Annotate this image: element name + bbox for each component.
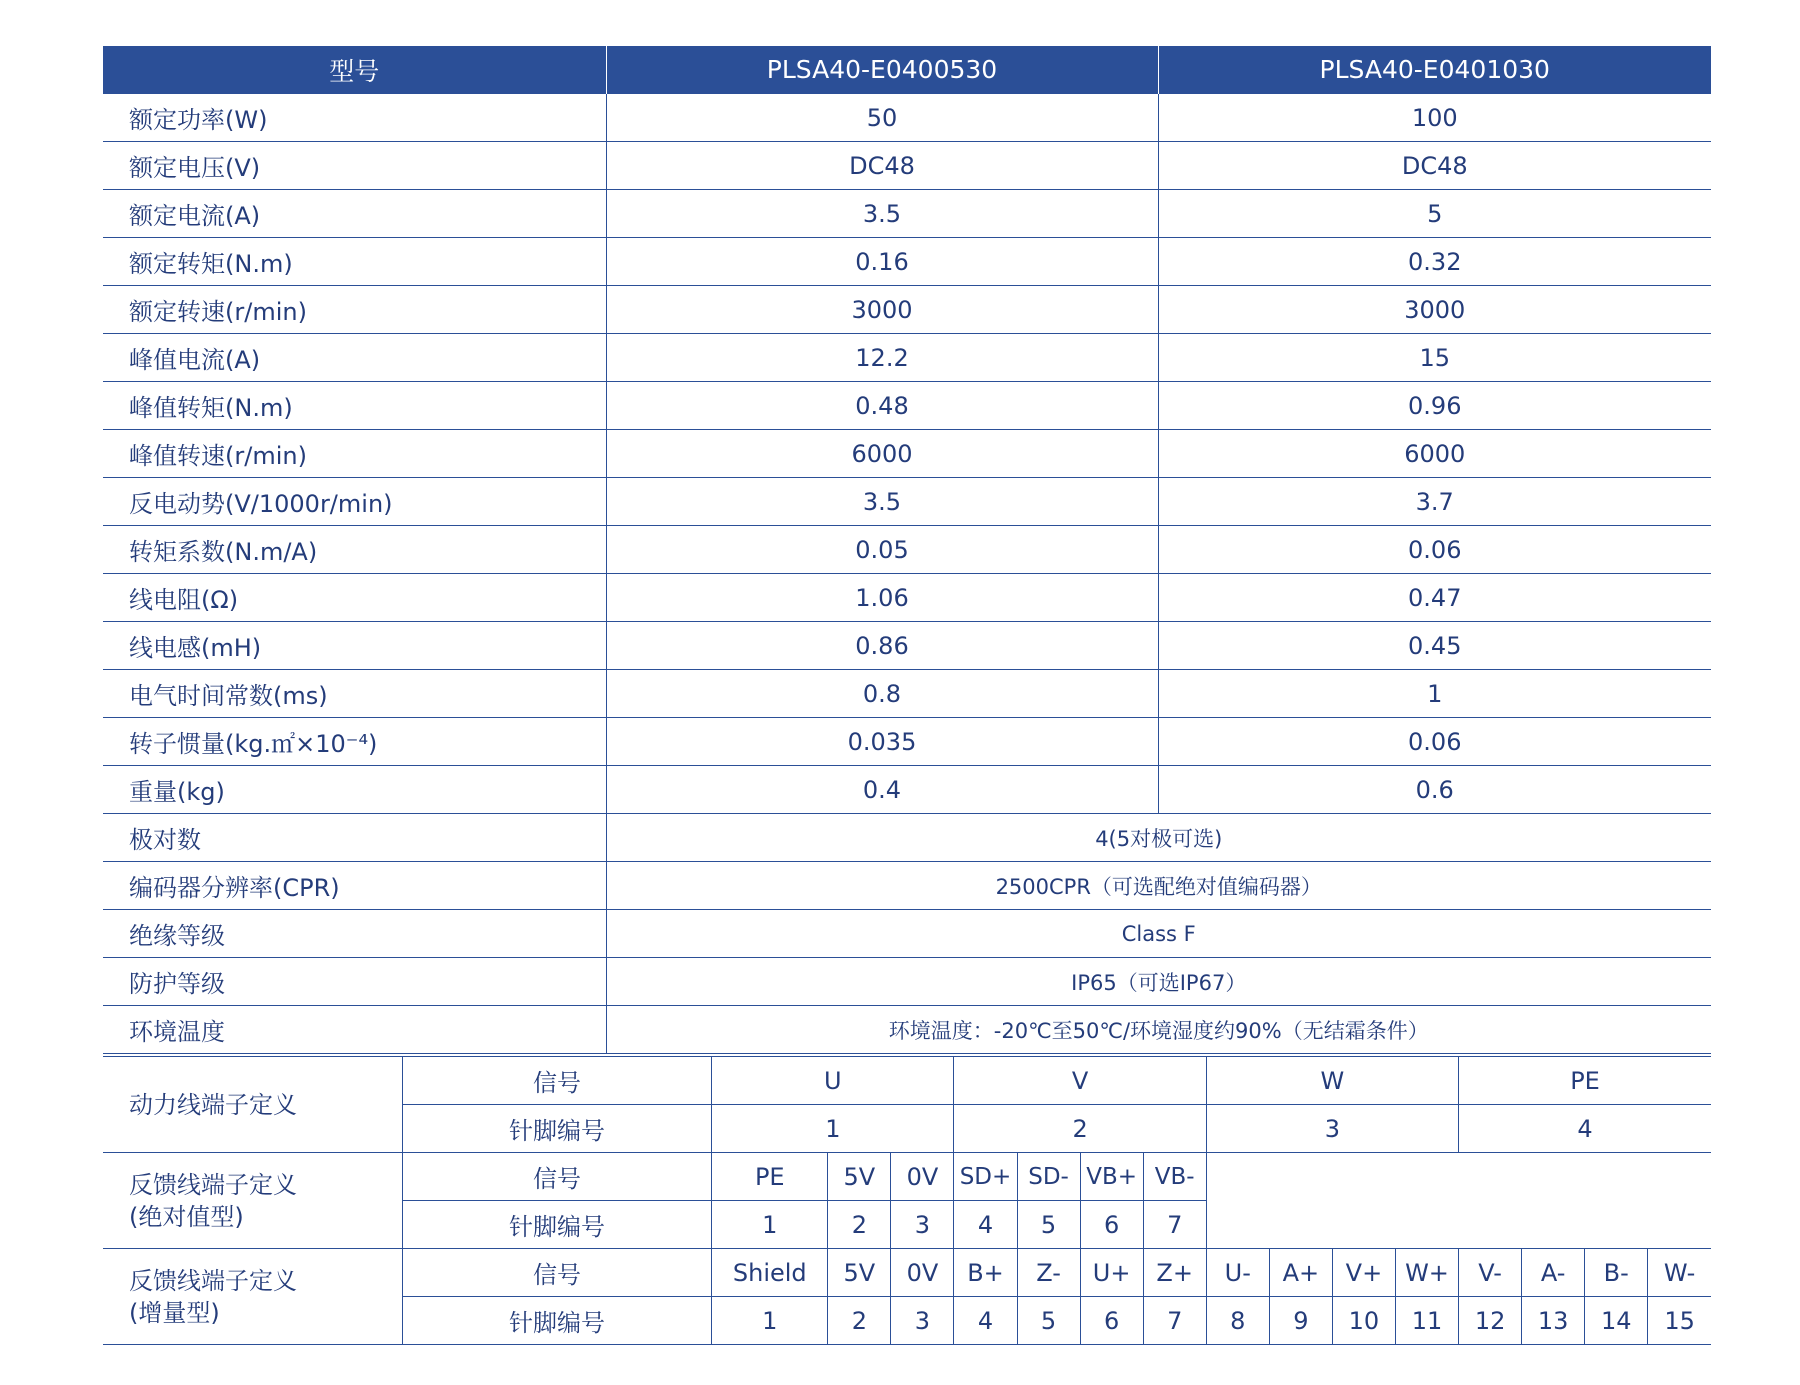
spec-row (103, 574, 1711, 622)
spec-value-model-1: 3.5 (606, 190, 1158, 238)
spec-value-model-1: DC48 (606, 142, 1158, 190)
spec-value-model-2: 0.45 (1158, 622, 1711, 670)
abs-signal-cell: SD- (1017, 1153, 1080, 1201)
header-model-2: PLSA40-E0401030 (1158, 46, 1711, 94)
inc-pin-cell: 15 (1648, 1297, 1711, 1345)
spec-value-model-2: 100 (1158, 94, 1711, 142)
header-model-1: PLSA40-E0400530 (606, 46, 1158, 94)
inc-pin-cell: 7 (1143, 1297, 1206, 1345)
spec-row (103, 766, 1711, 814)
inc-pin-cell: 2 (828, 1297, 891, 1345)
spec-value-model-2: 0.32 (1158, 238, 1711, 286)
spec-label: 环境温度 (103, 1006, 606, 1054)
inc-pin-cell: 10 (1332, 1297, 1395, 1345)
spec-label: 转子惯量(kg.㎡×10⁻⁴) (103, 718, 606, 766)
abs-signal-cell: 5V (828, 1153, 891, 1201)
abs-signal-cell: VB- (1143, 1153, 1206, 1201)
spec-value-model-2: 0.47 (1158, 574, 1711, 622)
power-signal-cell: W (1206, 1057, 1458, 1105)
spec-value-model-2: 0.96 (1158, 382, 1711, 430)
inc-pin-cell: 9 (1269, 1297, 1332, 1345)
abs-signal-cell: 0V (891, 1153, 954, 1201)
spec-value-model-1: 0.16 (606, 238, 1158, 286)
spec-value-shared: 环境温度：-20℃至50℃/环境湿度约90%（无结霜条件） (606, 1006, 1711, 1054)
abs-terminal-label-line2: (绝对值型) (129, 1202, 244, 1231)
spec-label: 线电感(mH) (103, 622, 606, 670)
spec-value-model-2: 1 (1158, 670, 1711, 718)
spec-label: 重量(kg) (103, 766, 606, 814)
spec-row-merged (103, 910, 1711, 958)
spec-label: 额定功率(W) (103, 94, 606, 142)
inc-signal-cell: U+ (1080, 1249, 1143, 1297)
abs-signal-cell: SD+ (954, 1153, 1017, 1201)
abs-signal-cell: PE (712, 1153, 828, 1201)
power-signal-label: 信号 (402, 1057, 711, 1105)
spec-row (103, 430, 1711, 478)
inc-terminal-label (103, 1249, 402, 1345)
spec-row (103, 526, 1711, 574)
spec-value-model-1: 50 (606, 94, 1158, 142)
spec-value-model-1: 0.48 (606, 382, 1158, 430)
abs-pin-cell: 2 (828, 1201, 891, 1249)
spec-value-model-1: 3.5 (606, 478, 1158, 526)
abs-pin-cell: 3 (891, 1201, 954, 1249)
header-model-label: 型号 (103, 46, 606, 94)
spec-row (103, 622, 1711, 670)
spec-label: 额定电压(V) (103, 142, 606, 190)
inc-pin-cell: 3 (891, 1297, 954, 1345)
power-terminal-label: 动力线端子定义 (103, 1057, 402, 1153)
inc-signal-cell: W- (1648, 1249, 1711, 1297)
spec-label: 电气时间常数(ms) (103, 670, 606, 718)
abs-signal-cell: VB+ (1080, 1153, 1143, 1201)
spec-value-model-1: 0.4 (606, 766, 1158, 814)
power-pin-cell: 1 (712, 1105, 954, 1153)
power-signal-cell: U (712, 1057, 954, 1105)
spec-value-model-1: 0.035 (606, 718, 1158, 766)
motor-spec-table (103, 46, 1711, 1054)
spec-row-merged (103, 1006, 1711, 1054)
power-signal-row (103, 1057, 1711, 1105)
inc-signal-cell: 0V (891, 1249, 954, 1297)
spec-label: 额定转矩(N.m) (103, 238, 606, 286)
spec-value-model-1: 0.8 (606, 670, 1158, 718)
spec-label: 峰值电流(A) (103, 334, 606, 382)
spec-table-body (103, 46, 1711, 1054)
abs-pin-cell: 5 (1017, 1201, 1080, 1249)
power-signal-cell: V (954, 1057, 1206, 1105)
abs-pin-cell: 7 (1143, 1201, 1206, 1249)
spec-value-model-2: 6000 (1158, 430, 1711, 478)
terminal-definition-table (103, 1056, 1711, 1345)
power-pin-cell: 4 (1459, 1105, 1711, 1153)
spec-value-model-2: 3000 (1158, 286, 1711, 334)
spec-row (103, 334, 1711, 382)
inc-signal-cell: A- (1522, 1249, 1585, 1297)
inc-signal-cell: V+ (1332, 1249, 1395, 1297)
spec-row (103, 142, 1711, 190)
abs-pin-cell: 1 (712, 1201, 828, 1249)
spec-row-merged (103, 862, 1711, 910)
inc-pin-cell: 4 (954, 1297, 1017, 1345)
inc-signal-cell: V- (1459, 1249, 1522, 1297)
inc-signal-cell: 5V (828, 1249, 891, 1297)
inc-pin-cell: 1 (712, 1297, 828, 1345)
abs-signal-label: 信号 (402, 1153, 711, 1201)
power-pin-cell: 2 (954, 1105, 1206, 1153)
spec-label: 峰值转矩(N.m) (103, 382, 606, 430)
spec-value-model-2: 15 (1158, 334, 1711, 382)
power-signal-cell: PE (1459, 1057, 1711, 1105)
spec-row (103, 190, 1711, 238)
spec-value-shared: Class F (606, 910, 1711, 958)
inc-signal-cell: Z+ (1143, 1249, 1206, 1297)
spec-label: 极对数 (103, 814, 606, 862)
spec-row (103, 382, 1711, 430)
inc-signal-cell: W+ (1395, 1249, 1458, 1297)
inc-pin-cell: 6 (1080, 1297, 1143, 1345)
spec-value-model-2: DC48 (1158, 142, 1711, 190)
spec-label: 反电动势(V/1000r/min) (103, 478, 606, 526)
abs-pin-cell: 6 (1080, 1201, 1143, 1249)
inc-pin-cell: 11 (1395, 1297, 1458, 1345)
spec-label: 额定转速(r/min) (103, 286, 606, 334)
terminal-table-body (103, 1057, 1711, 1345)
spec-value-model-1: 0.86 (606, 622, 1158, 670)
spec-value-model-2: 0.06 (1158, 718, 1711, 766)
spec-row (103, 286, 1711, 334)
spec-label: 防护等级 (103, 958, 606, 1006)
abs-signal-row (103, 1153, 1711, 1201)
spec-row (103, 718, 1711, 766)
inc-signal-row (103, 1249, 1711, 1297)
inc-signal-cell: B- (1585, 1249, 1648, 1297)
spec-row-merged (103, 958, 1711, 1006)
spec-label: 线电阻(Ω) (103, 574, 606, 622)
spec-value-shared: IP65（可选IP67） (606, 958, 1711, 1006)
spec-label: 转矩系数(N.m/A) (103, 526, 606, 574)
spec-value-model-1: 3000 (606, 286, 1158, 334)
power-pin-label: 针脚编号 (402, 1105, 711, 1153)
inc-pin-label: 针脚编号 (402, 1297, 711, 1345)
inc-pin-cell: 5 (1017, 1297, 1080, 1345)
spec-value-model-1: 12.2 (606, 334, 1158, 382)
spec-value-model-2: 0.06 (1158, 526, 1711, 574)
spec-label: 峰值转速(r/min) (103, 430, 606, 478)
spec-value-model-2: 5 (1158, 190, 1711, 238)
abs-empty-area (1206, 1153, 1711, 1249)
spec-label: 绝缘等级 (103, 910, 606, 958)
inc-signal-cell: Shield (712, 1249, 828, 1297)
inc-pin-cell: 8 (1206, 1297, 1269, 1345)
spec-value-model-1: 1.06 (606, 574, 1158, 622)
spec-row-merged (103, 814, 1711, 862)
inc-pin-cell: 13 (1522, 1297, 1585, 1345)
spec-value-shared: 2500CPR（可选配绝对值编码器） (606, 862, 1711, 910)
inc-signal-cell: U- (1206, 1249, 1269, 1297)
spec-value-model-1: 0.05 (606, 526, 1158, 574)
inc-terminal-label-line1: 反馈线端子定义 (129, 1266, 297, 1295)
abs-pin-label: 针脚编号 (402, 1201, 711, 1249)
table-header-row (103, 46, 1711, 94)
inc-signal-cell: Z- (1017, 1249, 1080, 1297)
spec-row (103, 94, 1711, 142)
abs-terminal-label (103, 1153, 402, 1249)
spec-row (103, 238, 1711, 286)
spec-value-model-2: 0.6 (1158, 766, 1711, 814)
inc-signal-label: 信号 (402, 1249, 711, 1297)
abs-pin-cell: 4 (954, 1201, 1017, 1249)
spec-row (103, 670, 1711, 718)
spec-label: 编码器分辨率(CPR) (103, 862, 606, 910)
power-pin-cell: 3 (1206, 1105, 1458, 1153)
abs-terminal-label-line1: 反馈线端子定义 (129, 1170, 297, 1199)
inc-signal-cell: B+ (954, 1249, 1017, 1297)
spec-value-model-1: 6000 (606, 430, 1158, 478)
spec-row (103, 478, 1711, 526)
inc-signal-cell: A+ (1269, 1249, 1332, 1297)
spec-label: 额定电流(A) (103, 190, 606, 238)
spec-value-shared: 4(5对极可选) (606, 814, 1711, 862)
spec-value-model-2: 3.7 (1158, 478, 1711, 526)
inc-pin-cell: 14 (1585, 1297, 1648, 1345)
inc-pin-cell: 12 (1459, 1297, 1522, 1345)
inc-terminal-label-line2: (增量型) (129, 1298, 220, 1327)
